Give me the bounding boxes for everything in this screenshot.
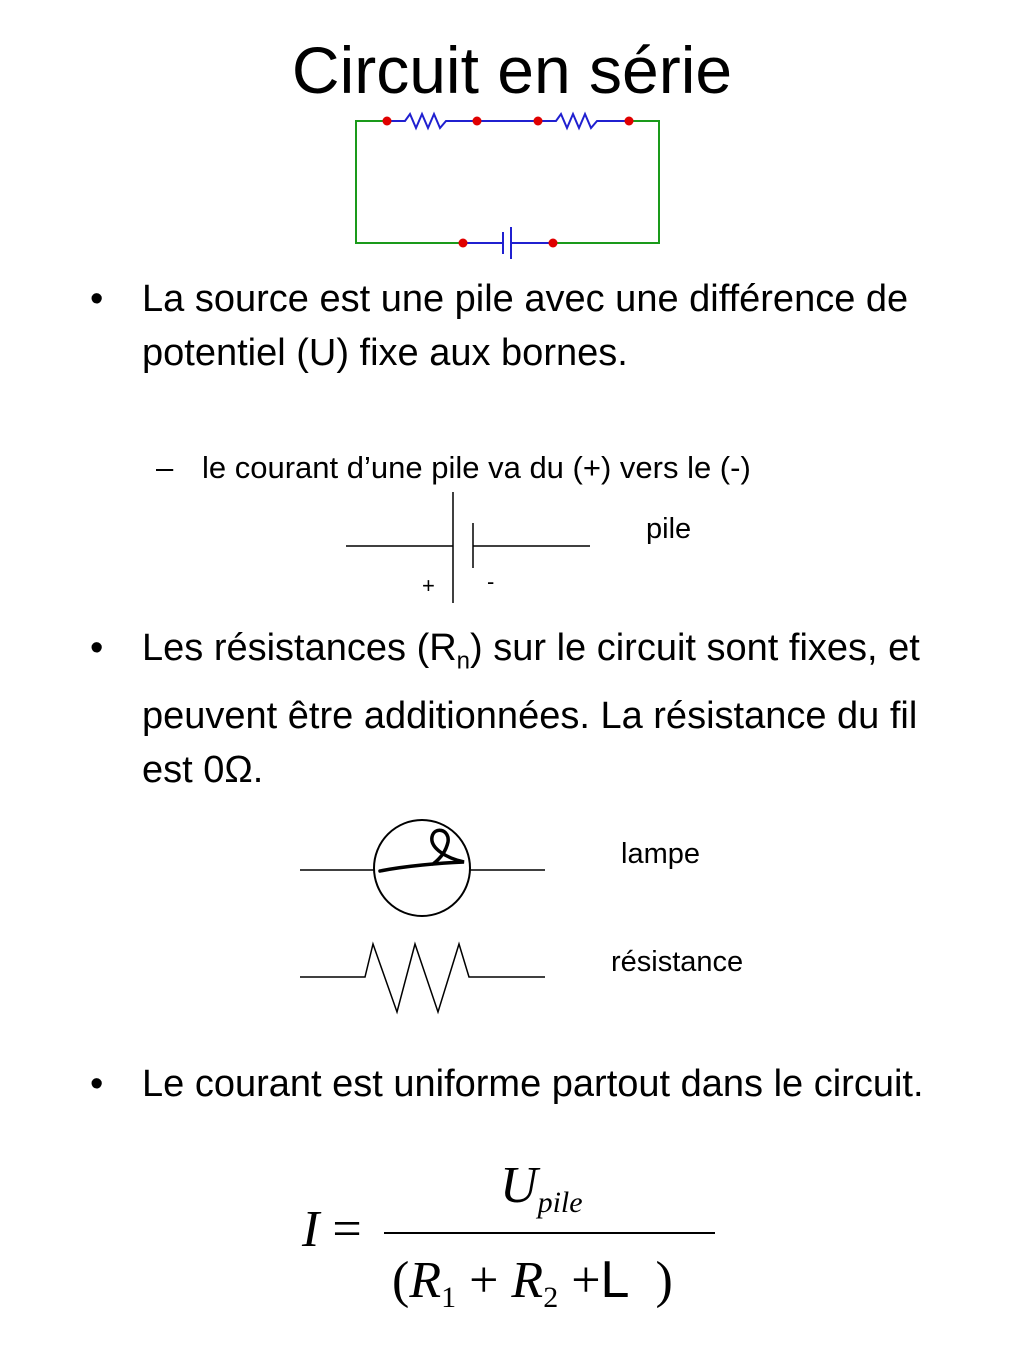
formula-numerator: $U_{pile}$ — [500, 1157, 583, 1219]
pile-symbol — [346, 492, 590, 603]
formula-lhs: I = — [302, 1201, 362, 1258]
lamp-symbol — [300, 820, 545, 916]
bullet-marker: • — [90, 278, 104, 320]
resistance-label: résistance — [611, 946, 744, 978]
pile-label: pile — [646, 513, 692, 545]
sub-bullet-text: le courant d’une pile va du (+) vers le (-) — [202, 450, 751, 485]
bullet-marker: • — [90, 627, 104, 669]
circuit-components — [387, 114, 629, 259]
minus-sign: - — [487, 569, 495, 594]
formula-denominator: ($R_1 + R_2 +L$ ) — [392, 1251, 673, 1314]
circuit-nodes — [383, 117, 634, 248]
circuit-wires — [356, 121, 659, 243]
bullet-text: Le courant est uniforme partout dans le circuit. — [142, 1063, 924, 1105]
plus-sign: + — [422, 573, 435, 598]
bullet-text: Les résistances $(R_n)$ sur le circuit sont fixes, et peuvent être additionnées. La résistance du fil est 0Ω. — [142, 627, 920, 791]
resistor-r1 — [387, 114, 477, 128]
resistor-r2 — [538, 114, 629, 128]
slide-title: Circuit en série — [291, 33, 733, 107]
bullet-text: La source est une pile avec une différence de potentiel (U) fixe aux bornes. — [142, 278, 909, 374]
sub-bullet-marker: – — [156, 450, 174, 485]
lampe-label: lampe — [621, 838, 700, 870]
bullet-marker: • — [90, 1063, 104, 1105]
resistor-symbol — [300, 944, 545, 1012]
